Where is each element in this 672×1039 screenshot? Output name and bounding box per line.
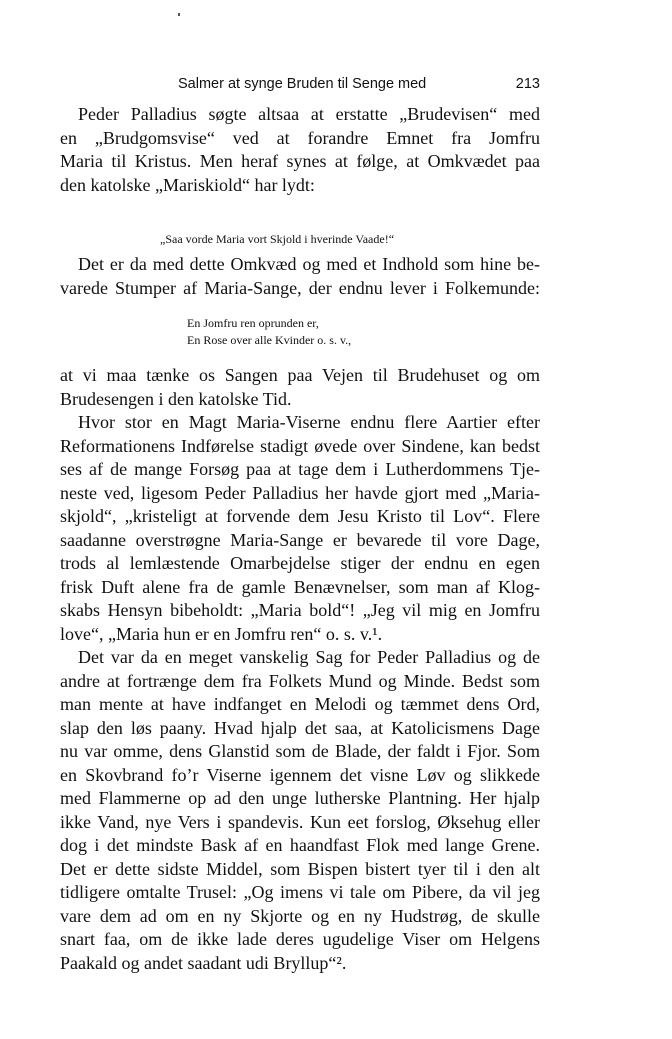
page-number: 213 bbox=[515, 76, 540, 92]
paragraph-1 bbox=[60, 103, 540, 197]
text-line: Paakald og andet saadant udi Bryllup“². bbox=[60, 952, 347, 973]
text-line: Det var da en meget vanskelig Sag for Peder Palladius og de bbox=[78, 647, 540, 667]
text-line: Peder Palladius søgte altsaa at erstatte „Brudevisen“ med bbox=[78, 104, 540, 124]
text-line: neste ved, ligesom Peder Palladius her havde gjort med „Maria- bbox=[60, 482, 540, 503]
text-line: vare dem ad om en ny Skjorte og en ny Hudstrøg, de skulle bbox=[60, 905, 540, 926]
text-line: snart faa, om de ikke lade deres ugudelige Viser om Helgens bbox=[60, 929, 540, 949]
text-line: saadanne overstrøgne Maria-Sange er bevarede til vore Dage, bbox=[60, 529, 540, 550]
text-line: frisk Duft alene fra de gamle Benævnelser, som man af Klog- bbox=[60, 576, 540, 597]
running-title: Salmer at synge Bruden til Senge med bbox=[178, 76, 427, 92]
print-speck bbox=[178, 13, 180, 16]
verse-line: En Rose over alle Kvinder o. s. v., bbox=[187, 333, 352, 347]
text-line: man mente at have indfanget en Melodi og tæmmet dens Ord, bbox=[60, 694, 540, 714]
text-line: skjold“, „kristeligt at forvende dem Jesu Kristo til Lov“. Flere bbox=[60, 506, 540, 526]
text-line: Maria til Kristus. Men heraf synes at følge, at Omkvædet paa bbox=[60, 151, 540, 171]
paragraph-3 bbox=[60, 364, 540, 975]
text-line: Det er dette sidste Middel, som Bispen bistert tyer til i den alt bbox=[60, 858, 540, 879]
text-line: trods al lemlæstende Omarbejdelse stiger der endnu en egen bbox=[60, 553, 540, 573]
text-line: en Skovbrand fo’r Viserne igennem det visne Løv og slikkede bbox=[60, 764, 540, 785]
text-line: slap den løs paany. Hvad hjalp det saa, at Katolicismens Dage bbox=[60, 717, 540, 738]
text-line: love“, „Maria hun er en Jomfru ren“ o. s. v.¹. bbox=[60, 623, 383, 644]
paragraph-2 bbox=[60, 253, 540, 300]
text-line: at vi maa tænke os Sangen paa Vejen til Brudehuset og om bbox=[60, 365, 540, 385]
verse-quote bbox=[187, 315, 351, 349]
text-line: ses af de mange Forsøg paa at tage dem i Lutherdommens Tje- bbox=[60, 459, 540, 479]
text-line: skabs Hensyn bibeholdt: „Maria bold“! „Jeg vil mig en Jomfru bbox=[60, 600, 540, 620]
text-line: med Flammerne op ad den unge lutherske Plantning. Her hjalp bbox=[60, 788, 540, 808]
text-line: Hvor stor en Magt Maria-Viserne endnu flere Aartier efter bbox=[78, 412, 540, 432]
verse-line: En Jomfru ren oprunden er, bbox=[187, 316, 319, 330]
text-line: en „Brudgomsvise“ ved at forandre Emnet fra Jomfru bbox=[60, 127, 540, 148]
text-line: ikke Vand, nye Vers i spandevis. Kun eet forslog, Øksehug eller bbox=[60, 811, 540, 832]
page-header bbox=[60, 76, 540, 96]
text-line: dog i det mindste Bask af en haandfast Flok med lange Grene. bbox=[60, 835, 540, 855]
text-line: den katolske „Mariskiold“ har lydt: bbox=[60, 174, 315, 195]
text-line: varede Stumper af Maria-Sange, der endnu lever i Folkemunde: bbox=[60, 277, 540, 298]
text-line: andre at fortrænge dem fra Folkets Mund og Minde. Bedst som bbox=[60, 670, 540, 691]
text-line: tidligere omtalte Trusel: „Og imens vi tale om Pibere, da vil jeg bbox=[60, 882, 540, 902]
refrain-quote: „Saa vorde Maria vort Skjold i hverinde Vaade!“ bbox=[160, 232, 395, 246]
text-line: Brudesengen i den katolske Tid. bbox=[60, 388, 292, 409]
text-line: Reformationens Indførelse stadigt øvede over Sindene, kan bedst bbox=[60, 435, 540, 456]
text-line: nu var omme, dens Glanstid som de Blade, der faldt i Fjor. Som bbox=[60, 741, 540, 761]
text-line: Det er da med dette Omkvæd og med et Indhold som hine be- bbox=[78, 254, 540, 274]
